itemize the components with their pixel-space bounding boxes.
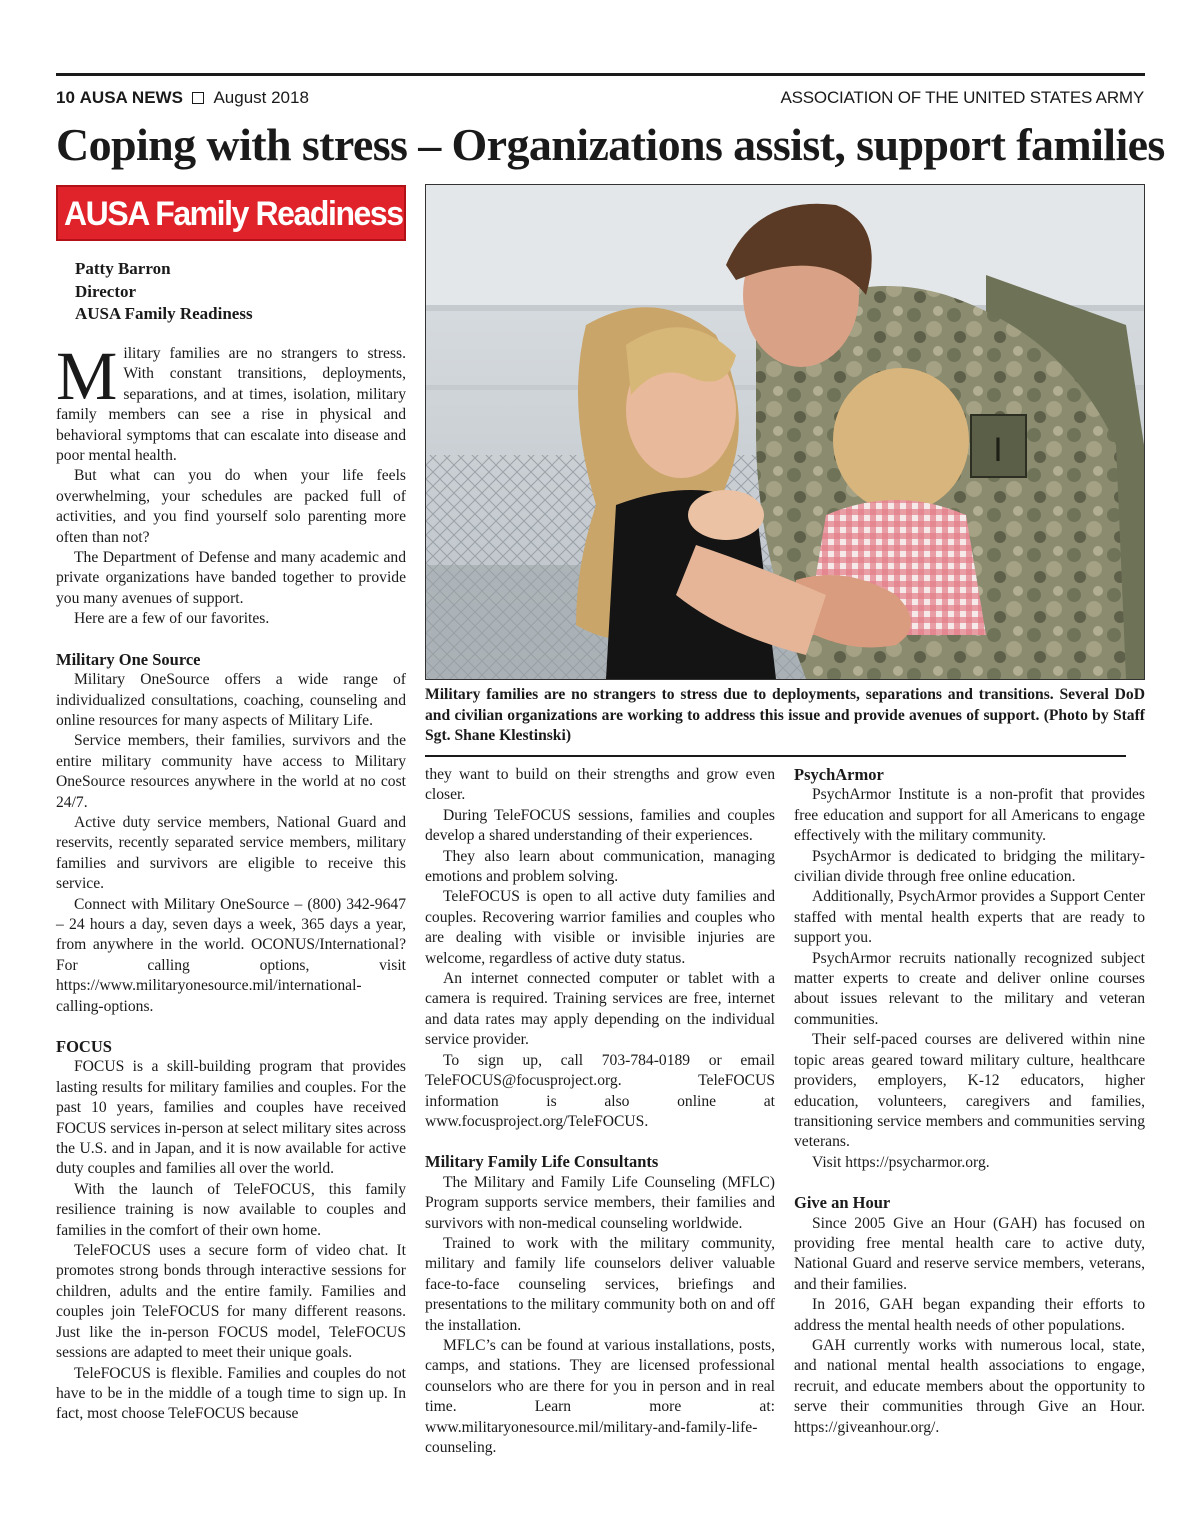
section-heading-give-an-hour: Give an Hour: [794, 1193, 891, 1213]
focus-paragraph-3: TeleFOCUS uses a secure form of video chat. It promotes strong bonds through interactive sessions for children, adults and the entire family. Families and couples join TeleFOCUS for many different reasons. Just like the in-person FOCUS model, TeleFOCUS sessions are adapted to meet their unique goals.: [56, 1242, 406, 1362]
author-department: AUSA Family Readiness: [75, 304, 253, 323]
publication-name: AUSA NEWS: [79, 88, 183, 107]
mflc-paragraph-3: MFLC’s can be found at various installations, posts, camps, and stations. They are licensed professional counselors who are there for you in person and in real time. Learn more at: www.militaryonesource.mil/military-and-family-life-counseling.: [425, 1336, 775, 1456]
psycharmor-paragraph-3: Additionally, PsychArmor provides a Support Center staffed with mental health experts that are ready to support you.: [794, 888, 1145, 947]
headline: Coping with stress – Organizations assist, support families: [56, 119, 1165, 170]
section-banner: [56, 185, 406, 241]
military-one-source-paragraph-2: Service members, their families, survivors and the entire military community have access to Military OneSource resources anywhere in the world at no cost 24/7.: [56, 732, 406, 811]
psycharmor-paragraph-6: Visit https://psycharmor.org.: [812, 1153, 990, 1171]
focus-paragraph-8: An internet connected computer or tablet with a camera is required. Training services are free, internet and data rates may apply depending on the individual service provider.: [425, 970, 775, 1049]
focus-paragraph-2: With the launch of TeleFOCUS, this family resilience training is now available to couples and families in the comfort of their own home.: [56, 1180, 406, 1239]
section-banner-label: AUSA Family Readiness: [64, 195, 403, 233]
focus-paragraph-6: They also learn about communication, managing emotions and problem solving.: [425, 847, 775, 886]
focus-paragraph-4-continued: they want to build on their strengths and grow even closer.: [425, 766, 775, 804]
mflc-paragraph-2: Trained to work with the military community, military and family life counselors deliver valuable face-to-face counseling services, briefings and presentations to the military community both on and off the installation.: [425, 1234, 775, 1334]
intro-paragraph-3: The Department of Defense and many academic and private organizations have banded together to provide you many avenues of support.: [56, 549, 406, 607]
page-number: 10: [56, 88, 75, 107]
author-name: Patty Barron: [75, 259, 171, 278]
intro-paragraph-4: Here are a few of our favorites.: [74, 610, 270, 628]
byline: [75, 258, 253, 326]
author-title: Director: [75, 281, 137, 301]
give-an-hour-paragraph-1: Since 2005 Give an Hour (GAH) has focused on providing free mental health care to active duty, National Guard and reserve service members, veterans, and their families.: [794, 1214, 1145, 1293]
focus-paragraph-1: FOCUS is a skill-building program that provides lasting results for military families and couples. For the past 10 years, families and couples have received FOCUS services in-person at select military sites across the U.S. and in Japan, and it is now available for active duty couples and families all over the world.: [56, 1058, 406, 1178]
military-one-source-paragraph-1: Military OneSource offers a wide range of individualized consultations, coaching, counseling and online resources for many aspects of Military Life.: [56, 671, 406, 729]
issue-date: August 2018: [213, 88, 309, 107]
article-column-3: [794, 765, 1145, 1438]
photo-caption: Military families are no strangers to stress due to deployments, separations and transitions. Several DoD and civilian organizations are working to address this issue and provide avenues of support. (Photo by Staff Sgt. Shane Klestinski): [425, 686, 1145, 744]
psycharmor-paragraph-2: PsychArmor is dedicated to bridging the military-civilian divide through free online education.: [794, 847, 1145, 886]
section-heading-military-one-source: Military One Source: [56, 649, 201, 669]
family-reunion-photo: [426, 185, 1144, 679]
psycharmor-paragraph-1: PsychArmor Institute is a non-profit that provides free education and support for all Americans to engage effectively with the military community.: [794, 786, 1145, 845]
focus-paragraph-9: To sign up, call 703-784-0189 or email TeleFOCUS@focusproject.org. TeleFOCUS information is also online at www.focusproject.org/TeleFOCUS.: [425, 1051, 775, 1130]
svg-text:I: I: [993, 431, 1003, 469]
military-one-source-paragraph-4: Connect with Military OneSource – (800) 342-9647 – 24 hours a day, seven days a week, 365 days a year, from anywhere in the world. OCONUS/International? For calling options, visit https://www.militaryonesource.mil/international-calling-options.: [56, 895, 406, 1015]
psycharmor-paragraph-5: Their self-paced courses are delivered within nine topic areas geared toward military culture, healthcare providers, employers, K-12 educators, higher education, volunteers, caregivers and families, transitioning service members and communities serving veterans.: [794, 1031, 1145, 1151]
organization-name: ASSOCIATION OF THE UNITED STATES ARMY: [780, 88, 1144, 107]
article-column-1: [56, 338, 406, 1425]
section-heading-focus: FOCUS: [56, 1037, 112, 1056]
page-header-left: [56, 88, 309, 108]
checkbox-square-icon: [192, 92, 204, 104]
focus-paragraph-5: During TeleFOCUS sessions, families and couples develop a shared understanding of their experiences.: [425, 806, 775, 845]
header-rule: [56, 73, 1145, 76]
psycharmor-paragraph-4: PsychArmor recruits nationally recognized subject matter experts to create and deliver online courses about issues relevant to the military and veteran communities.: [794, 949, 1145, 1028]
article-column-2: [425, 765, 775, 1458]
section-heading-mflc: Military Family Life Consultants: [425, 1152, 659, 1172]
caption-rule: [425, 755, 1126, 757]
drop-cap: M: [56, 338, 118, 414]
give-an-hour-paragraph-2: In 2016, GAH began expanding their efforts to address the mental health needs of other populations.: [794, 1296, 1145, 1334]
intro-paragraph-2: But what can you do when your life feels overwhelming, your schedules are packed full of activities, and you find yourself solo parenting more often than not?: [56, 467, 406, 546]
intro-paragraph-1: Military families are no strangers to stress. With constant transitions, deployments, separations, and at times, isolation, military family members can see a rise in physical and behavioral symptoms that can escalate into disease and poor mental health.: [56, 338, 406, 465]
give-an-hour-paragraph-3: GAH currently works with numerous local, state, and national mental health associations to engage, recruit, and educate members about the opportunity to serve their communities through Give an Hour. https://giveanhour.org/.: [794, 1336, 1145, 1436]
focus-paragraph-7: TeleFOCUS is open to all active duty families and couples. Recovering warrior families and couples who are dealing with visible or invisible injuries are welcome, regardless of active duty status.: [425, 888, 775, 967]
article-photo: [425, 184, 1145, 680]
mflc-paragraph-1: The Military and Family Life Counseling (MFLC) Program supports service members, their families and survivors with non-medical counseling worldwide.: [425, 1173, 775, 1232]
focus-paragraph-4: TeleFOCUS is flexible. Families and couples do not have to be in the middle of a tough time to sign up. In fact, most choose TeleFOCUS because: [56, 1364, 406, 1423]
section-heading-psycharmor: PsychArmor: [794, 765, 884, 784]
military-one-source-paragraph-3: Active duty service members, National Guard and reservits, recently separated service members, military families and survivors are eligible to receive this service.: [56, 813, 406, 893]
